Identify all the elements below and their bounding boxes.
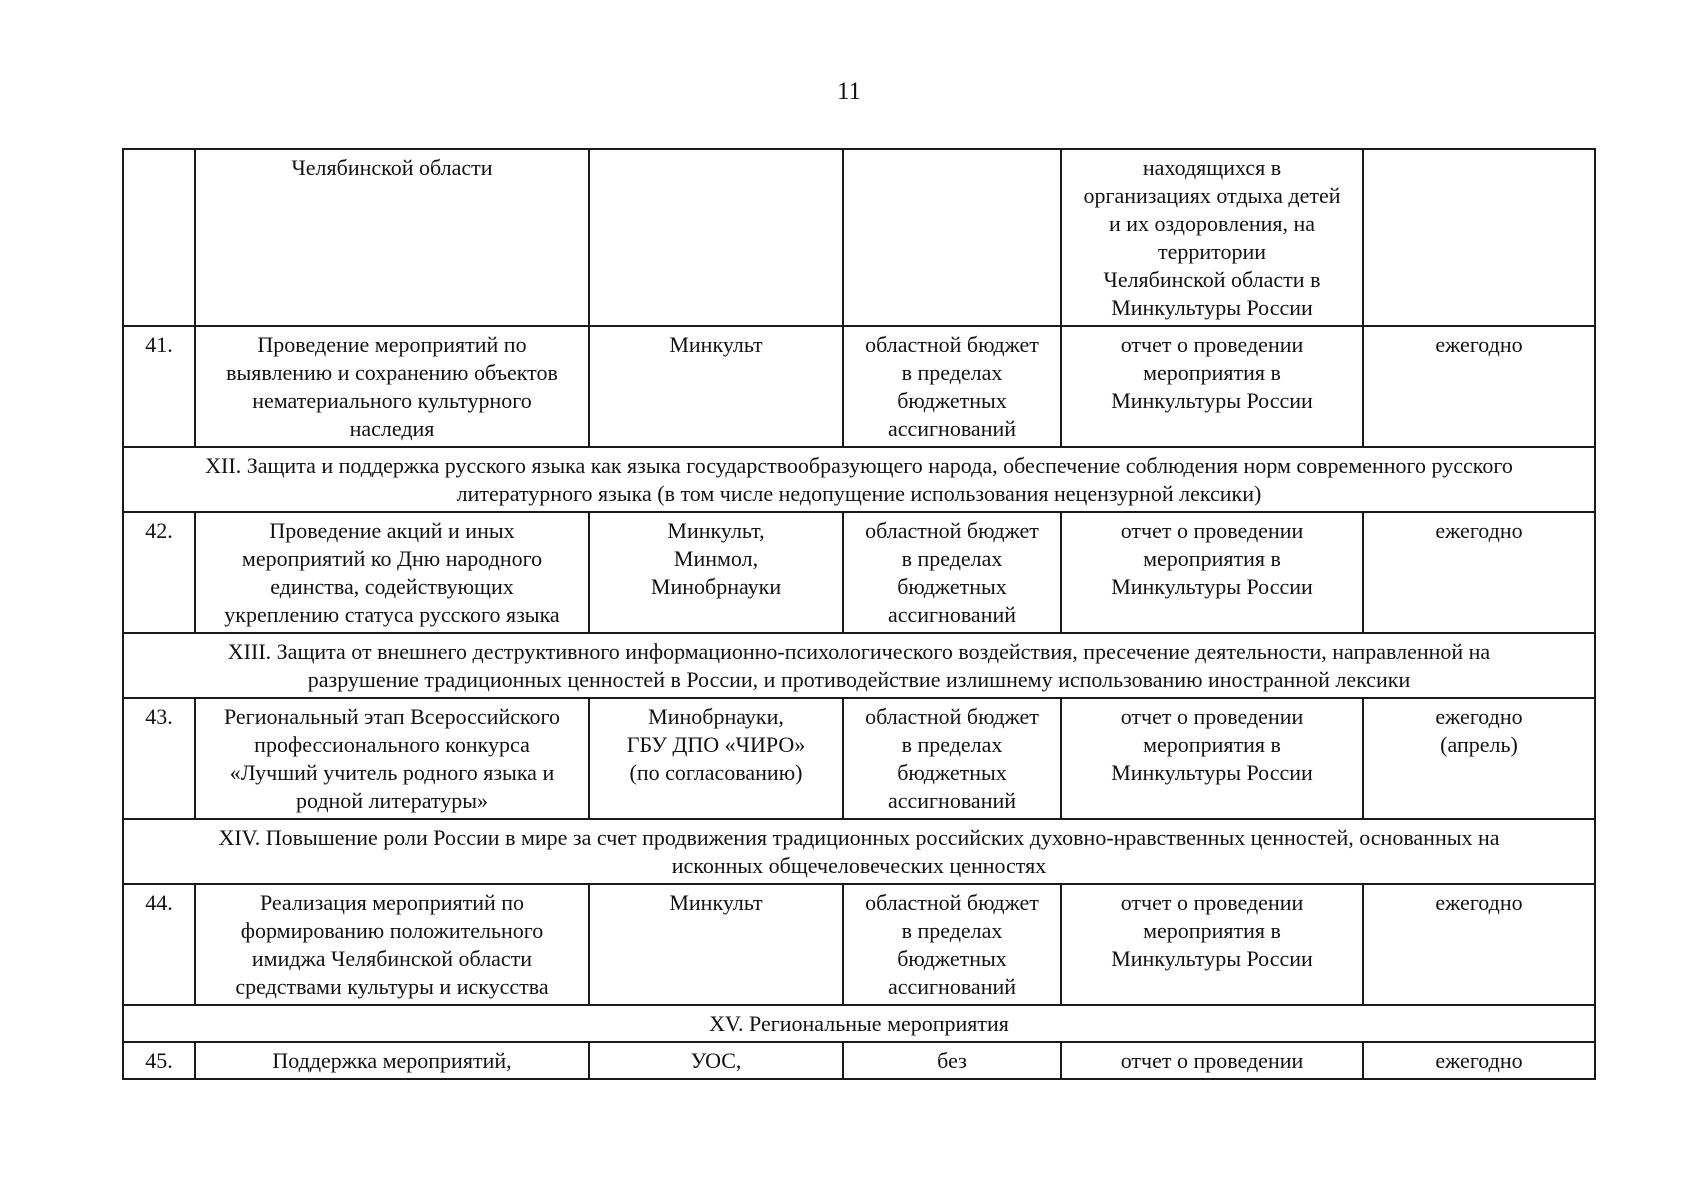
cell-text-line: мероприятия в <box>1143 360 1281 385</box>
event-name-cell <box>195 149 589 326</box>
cell-text-line: родной литературы» <box>295 788 489 813</box>
cell-text-line: имиджа Челябинской области <box>251 946 533 971</box>
deadline-cell <box>1363 698 1595 819</box>
event-name-cell <box>195 512 589 633</box>
cell-text-line: выявлению и сохранению объектов <box>226 360 558 385</box>
cell-text-line: мероприятий ко Дню народного <box>241 546 543 571</box>
cell-text-line: ежегодно <box>1435 1048 1523 1073</box>
cell-text-line: отчет о проведении <box>1120 1048 1304 1073</box>
table-row <box>123 698 1595 819</box>
cell-text-line: территории <box>1157 239 1267 264</box>
cell-text-line: мероприятия в <box>1143 732 1281 757</box>
report-form-cell <box>1061 512 1363 633</box>
cell-text-line: Минобрнауки, <box>648 704 784 729</box>
cell-text-line: Проведение акций и иных <box>269 518 515 543</box>
cell-text-line: Минкультуры России <box>1111 388 1313 413</box>
section-title-line: XII. Защита и поддержка русского языка как языка государствообразующего народа, обеспечение соблюдения норм современного русского <box>205 453 1513 478</box>
section-title <box>123 819 1595 884</box>
row-number-cell: 44. <box>123 884 195 1005</box>
cell-text-line: отчет о проведении <box>1120 518 1304 543</box>
cell-text-line: укреплению статуса русского языка <box>224 602 560 627</box>
cell-text-line: отчет о проведении <box>1120 332 1304 357</box>
section-title-line: исконных общечеловеческих ценностях <box>671 853 1047 878</box>
deadline-cell <box>1363 149 1595 326</box>
cell-text-line: бюджетных <box>897 574 1007 599</box>
section-title-line: XIV. Повышение роли России в мире за счет продвижения традиционных российских духовно-нравственных ценностей, основанных на <box>218 825 1500 850</box>
deadline-cell <box>1363 884 1595 1005</box>
cell-text-line: «Лучший учитель родного языка и <box>229 760 555 785</box>
cell-text-line: ГБУ ДПО «ЧИРО» <box>626 732 806 757</box>
cell-text-line: бюджетных <box>897 388 1007 413</box>
section-title-line: литературного языка (в том числе недопущение использования нецензурной лексики) <box>456 481 1262 506</box>
row-number-cell: 42. <box>123 512 195 633</box>
cell-text-line: (апрель) <box>1440 732 1518 757</box>
report-form-cell <box>1061 326 1363 447</box>
cell-text-line: областной бюджет <box>865 890 1039 915</box>
cell-text-line: ежегодно <box>1435 518 1523 543</box>
cell-text-line: бюджетных <box>897 760 1007 785</box>
cell-text-line: формированию положительного <box>240 918 544 943</box>
cell-text-line: областной бюджет <box>865 704 1039 729</box>
cell-text-line: ежегодно <box>1435 704 1523 729</box>
plan-table <box>122 148 1596 1080</box>
cell-text-line: без <box>937 1048 967 1073</box>
cell-text-line: областной бюджет <box>865 518 1039 543</box>
deadline-cell <box>1363 326 1595 447</box>
cell-text-line: профессионального конкурса <box>254 732 530 757</box>
report-form-cell <box>1061 884 1363 1005</box>
section-row <box>123 819 1595 884</box>
cell-text-line: (по согласованию) <box>629 760 803 785</box>
event-name-cell <box>195 698 589 819</box>
cell-text-line: Челябинской области в <box>1103 267 1321 292</box>
table-row <box>123 1042 1595 1079</box>
row-number-cell: 41. <box>123 326 195 447</box>
section-title-line: разрушение традиционных ценностей в России, и противодействие излишнему использованию иностранной лексики <box>307 667 1411 692</box>
cell-text-line: наследия <box>349 416 435 441</box>
executor-cell <box>589 1042 843 1079</box>
cell-text-line: Минобрнауки <box>650 574 782 599</box>
deadline-cell <box>1363 1042 1595 1079</box>
executor-cell <box>589 512 843 633</box>
row-number-cell: 45. <box>123 1042 195 1079</box>
cell-text-line: Региональный этап Всероссийского <box>223 704 561 729</box>
cell-text-line: средствами культуры и искусства <box>235 974 549 999</box>
row-number-cell: 43. <box>123 698 195 819</box>
cell-text-line: и их оздоровления, на <box>1108 211 1316 236</box>
cell-text-line: отчет о проведении <box>1120 704 1304 729</box>
table-row <box>123 326 1595 447</box>
cell-text-line: ассигнований <box>887 416 1017 441</box>
cell-text-line: мероприятия в <box>1143 918 1281 943</box>
cell-text-line: Минкульт, <box>667 518 765 543</box>
deadline-cell <box>1363 512 1595 633</box>
funding-source-cell <box>843 698 1061 819</box>
page-number: 11 <box>836 78 862 105</box>
section-title <box>123 633 1595 698</box>
cell-text-line: областной бюджет <box>865 332 1039 357</box>
cell-text-line: Реализация мероприятий по <box>259 890 525 915</box>
table-row <box>123 149 1595 326</box>
cell-text-line: в пределах <box>901 918 1003 943</box>
funding-source-cell <box>843 326 1061 447</box>
cell-text-line: в пределах <box>901 732 1003 757</box>
cell-text-line: бюджетных <box>897 946 1007 971</box>
section-title-line: XV. Региональные мероприятия <box>709 1011 1009 1036</box>
cell-text-line: ежегодно <box>1435 890 1523 915</box>
cell-text-line: Минкульт <box>669 890 763 915</box>
cell-text-line: Минмол, <box>673 546 759 571</box>
section-title-line: XIII. Защита от внешнего деструктивного информационно-психологического воздействия, пресечение деятельности, направленной на <box>227 639 1491 664</box>
cell-text-line: отчет о проведении <box>1120 890 1304 915</box>
executor-cell <box>589 149 843 326</box>
cell-text-line: в пределах <box>901 546 1003 571</box>
cell-text-line: ежегодно <box>1435 332 1523 357</box>
table-row <box>123 884 1595 1005</box>
cell-text-line: нематериального культурного <box>252 388 532 413</box>
section-title <box>123 447 1595 512</box>
row-number-cell <box>123 149 195 326</box>
executor-cell <box>589 326 843 447</box>
cell-text-line: ассигнований <box>887 788 1017 813</box>
event-name-cell <box>195 326 589 447</box>
executor-cell <box>589 884 843 1005</box>
event-name-cell <box>195 1042 589 1079</box>
funding-source-cell <box>843 149 1061 326</box>
plan-table-body <box>123 149 1595 1079</box>
funding-source-cell <box>843 1042 1061 1079</box>
cell-text-line: находящихся в <box>1142 155 1282 180</box>
cell-text-line: Проведение мероприятий по <box>257 332 527 357</box>
section-title <box>123 1005 1595 1042</box>
event-name-cell <box>195 884 589 1005</box>
funding-source-cell <box>843 512 1061 633</box>
cell-text-line: ассигнований <box>887 974 1017 999</box>
section-row <box>123 633 1595 698</box>
section-row <box>123 447 1595 512</box>
cell-text-line: Минкультуры России <box>1111 574 1313 599</box>
executor-cell <box>589 698 843 819</box>
cell-text-line: Челябинской области <box>291 155 493 180</box>
cell-text-line: организациях отдыха детей <box>1083 183 1341 208</box>
table-row <box>123 512 1595 633</box>
report-form-cell <box>1061 1042 1363 1079</box>
cell-text-line: Минкульт <box>669 332 763 357</box>
cell-text-line: Минкультуры России <box>1111 760 1313 785</box>
cell-text-line: ассигнований <box>887 602 1017 627</box>
cell-text-line: мероприятия в <box>1143 546 1281 571</box>
report-form-cell <box>1061 149 1363 326</box>
section-row <box>123 1005 1595 1042</box>
report-form-cell <box>1061 698 1363 819</box>
cell-text-line: единства, содействующих <box>270 574 514 599</box>
cell-text-line: в пределах <box>901 360 1003 385</box>
cell-text-line: Поддержка мероприятий, <box>272 1048 512 1073</box>
cell-text-line: Минкультуры России <box>1111 295 1313 320</box>
funding-source-cell <box>843 884 1061 1005</box>
cell-text-line: УОС, <box>690 1048 742 1073</box>
cell-text-line: Минкультуры России <box>1111 946 1313 971</box>
